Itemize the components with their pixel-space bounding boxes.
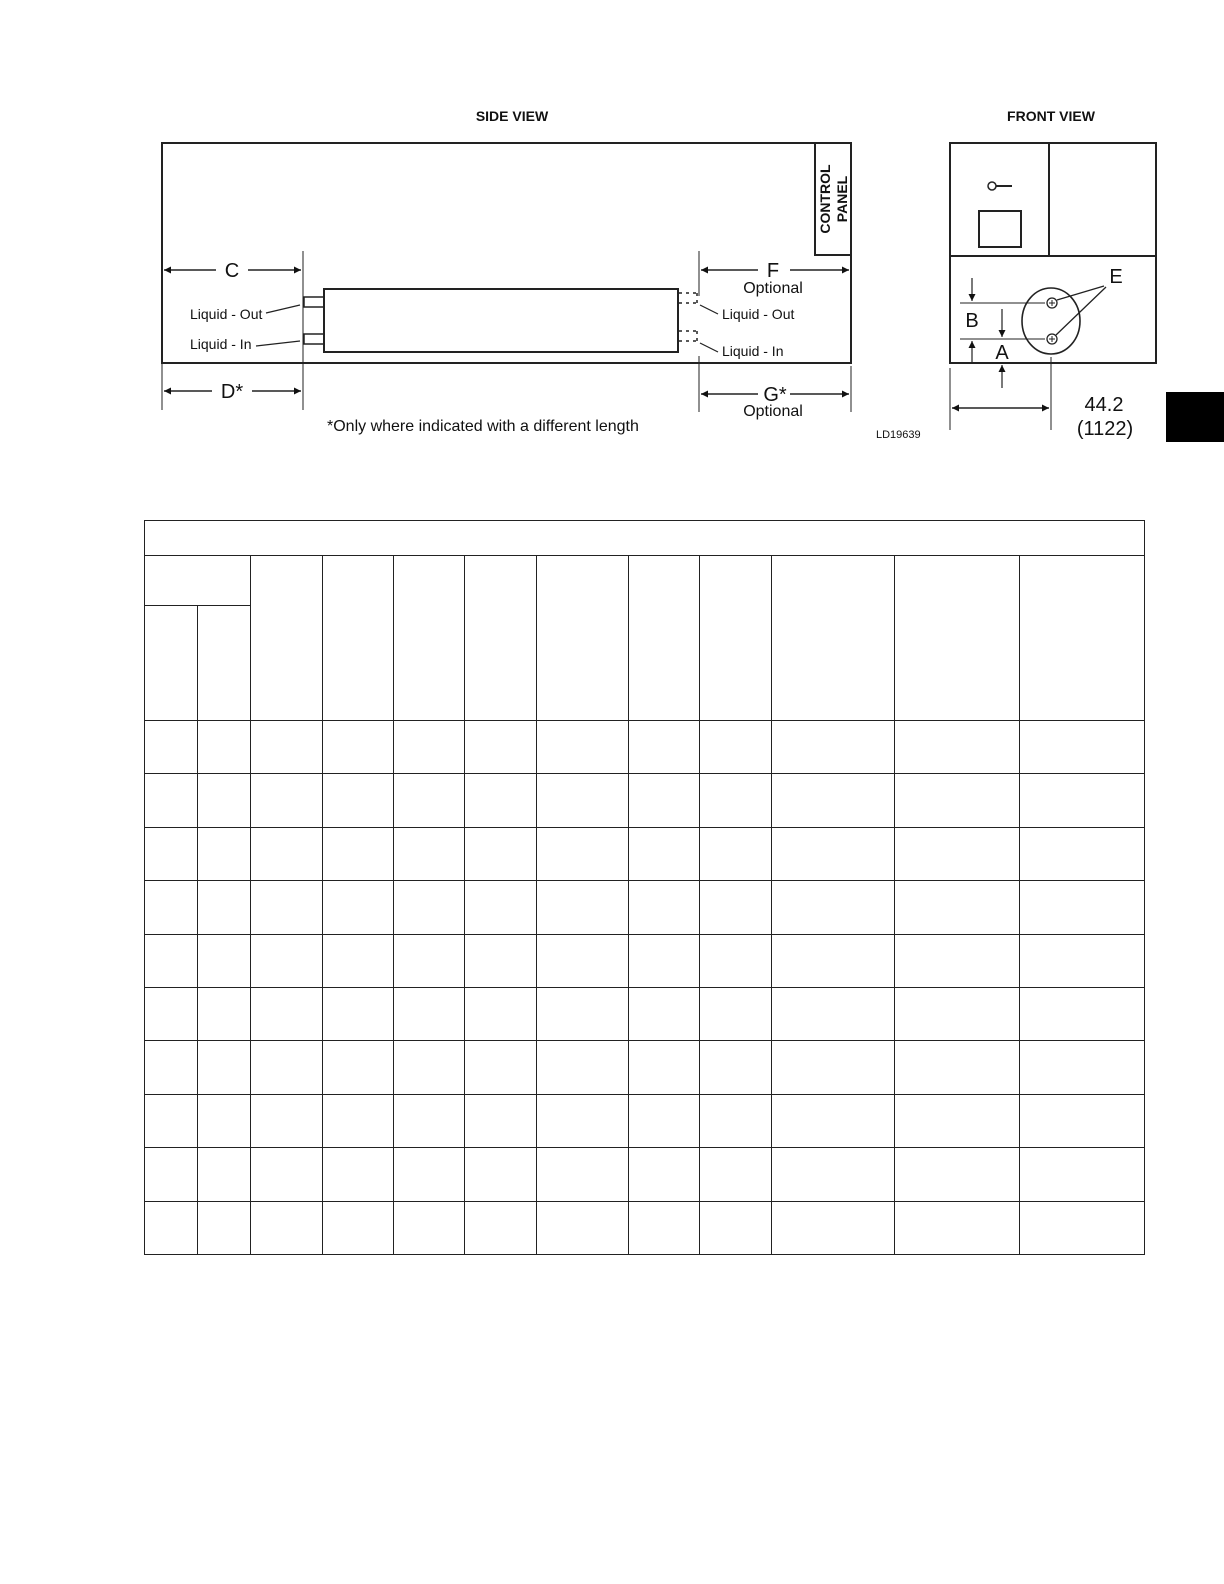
lower-connection-icon <box>1047 334 1057 344</box>
table-cell <box>537 721 629 774</box>
table-cell <box>1020 1148 1145 1201</box>
table-cell <box>772 827 895 880</box>
table-subheader-cell <box>198 606 251 721</box>
table-cell <box>145 1094 198 1147</box>
table-cell <box>629 1094 700 1147</box>
table-cell <box>629 1148 700 1201</box>
table-cell <box>772 881 895 934</box>
table-cell <box>198 1148 251 1201</box>
table-cell <box>772 1148 895 1201</box>
table-header-cell <box>394 556 465 721</box>
table-subheader-cell <box>145 606 198 721</box>
table-cell <box>394 881 465 934</box>
table-header-cell <box>700 556 772 721</box>
table-cell <box>465 827 537 880</box>
left-liquid-out-label: Liquid - Out <box>190 306 263 322</box>
table-cell <box>537 934 629 987</box>
table-cell <box>895 1201 1020 1254</box>
table-cell <box>772 1094 895 1147</box>
table-cell <box>629 1201 700 1254</box>
table-cell <box>895 1094 1020 1147</box>
table-cell <box>323 1094 394 1147</box>
table-cell <box>700 721 772 774</box>
table-cell <box>895 827 1020 880</box>
table-cell <box>465 721 537 774</box>
dim-g-label: G* <box>763 384 787 406</box>
table-cell <box>251 1094 323 1147</box>
upper-connection-icon <box>1047 298 1057 308</box>
table-cell <box>700 1041 772 1094</box>
table-cell <box>145 774 198 827</box>
table-header-cell <box>323 556 394 721</box>
table-cell <box>198 721 251 774</box>
table-cell <box>394 1201 465 1254</box>
table-cell <box>537 1094 629 1147</box>
table-cell <box>251 1201 323 1254</box>
front-view-title: FRONT VIEW <box>1007 108 1095 124</box>
table-cell <box>629 881 700 934</box>
table-cell <box>465 1148 537 1201</box>
table-cell <box>537 827 629 880</box>
table-cell <box>895 987 1020 1040</box>
right-nozzle-out <box>679 293 697 303</box>
table-header-row <box>145 556 1145 606</box>
table-cell <box>145 934 198 987</box>
side-view-title: SIDE VIEW <box>475 108 549 124</box>
table-cell <box>537 1041 629 1094</box>
width-metric: (1122) <box>1076 418 1134 440</box>
table-cell <box>1020 827 1145 880</box>
control-panel-label-1: CONTROL <box>817 164 833 234</box>
table-cell <box>394 1041 465 1094</box>
table-cell <box>465 774 537 827</box>
table-cell <box>537 774 629 827</box>
dim-e-label: E <box>1109 266 1123 288</box>
table-cell <box>895 721 1020 774</box>
width-value: 44.2 <box>1084 394 1124 416</box>
table-row <box>145 827 1145 880</box>
table-cell <box>700 881 772 934</box>
table-row <box>145 774 1145 827</box>
table-cell <box>323 1148 394 1201</box>
table-cell <box>198 827 251 880</box>
table-row <box>145 1201 1145 1254</box>
key-switch-icon <box>988 182 1012 190</box>
table-cell <box>537 1201 629 1254</box>
table-cell <box>895 934 1020 987</box>
table-cell <box>1020 881 1145 934</box>
table-cell <box>198 934 251 987</box>
table-cell <box>629 774 700 827</box>
table-cell <box>895 881 1020 934</box>
table-cell <box>465 934 537 987</box>
table-cell <box>1020 1041 1145 1094</box>
table-cell <box>251 774 323 827</box>
table-cell <box>394 934 465 987</box>
table-cell <box>895 1041 1020 1094</box>
table-cell <box>394 1148 465 1201</box>
front-outline <box>950 143 1156 363</box>
table-cell <box>323 1041 394 1094</box>
table-cell <box>145 1041 198 1094</box>
table-cell <box>700 827 772 880</box>
right-liquid-in-label: Liquid - In <box>722 343 784 359</box>
footnote: *Only where indicated with a different length <box>327 418 639 435</box>
table-cell <box>629 987 700 1040</box>
table-cell <box>323 1201 394 1254</box>
table-cell <box>629 827 700 880</box>
dimension-table <box>144 520 1145 1255</box>
table-cell <box>772 774 895 827</box>
table-cell <box>145 1148 198 1201</box>
table-cell <box>251 1041 323 1094</box>
table-header-cell <box>895 556 1020 721</box>
table-cell <box>145 881 198 934</box>
table-cell <box>772 934 895 987</box>
table-cell <box>145 827 198 880</box>
table-row <box>145 881 1145 934</box>
table-cell <box>700 1201 772 1254</box>
control-panel-label-2: PANEL <box>834 175 850 223</box>
table-cell <box>251 1148 323 1201</box>
table-cell <box>1020 1094 1145 1147</box>
right-nozzle-in <box>679 331 697 341</box>
dim-b-label: B <box>965 310 979 332</box>
table-row <box>145 1041 1145 1094</box>
dim-d-label: D* <box>220 381 244 403</box>
table-cell <box>700 934 772 987</box>
dim-c-label: C <box>224 260 240 282</box>
dim-f-note: Optional <box>743 280 803 297</box>
table-cell <box>700 774 772 827</box>
table-row <box>145 1148 1145 1201</box>
table-cell <box>394 987 465 1040</box>
table-cell <box>251 827 323 880</box>
table-cell <box>1020 987 1145 1040</box>
dimension-drawing <box>0 0 1224 500</box>
table-cell <box>394 827 465 880</box>
table-cell <box>251 987 323 1040</box>
table-cell <box>323 987 394 1040</box>
table-cell <box>198 987 251 1040</box>
table-cell <box>465 987 537 1040</box>
section-tab <box>1166 392 1224 442</box>
table-row <box>145 1094 1145 1147</box>
table-header-cell <box>465 556 537 721</box>
table-cell <box>145 1201 198 1254</box>
left-nozzle-in <box>304 334 324 344</box>
table-cell <box>537 881 629 934</box>
table-cell <box>629 721 700 774</box>
table-cell <box>700 1148 772 1201</box>
table-cell <box>700 1094 772 1147</box>
table-cell <box>323 721 394 774</box>
table-cell <box>145 721 198 774</box>
dim-a-label: A <box>995 342 1009 364</box>
table-cell <box>772 987 895 1040</box>
unit-outline <box>162 143 851 363</box>
table-cell <box>1020 1201 1145 1254</box>
table-cell <box>772 721 895 774</box>
table-cell <box>198 1041 251 1094</box>
table-row <box>145 987 1145 1040</box>
table-cell <box>537 987 629 1040</box>
table-header-cell <box>772 556 895 721</box>
table-cell <box>465 881 537 934</box>
table-cell <box>198 1094 251 1147</box>
table-cell <box>1020 774 1145 827</box>
table-cell <box>772 1201 895 1254</box>
table-cell <box>537 1148 629 1201</box>
table-cell <box>700 987 772 1040</box>
table-cell <box>465 1094 537 1147</box>
table-cell <box>1020 721 1145 774</box>
left-nozzle-out <box>304 297 324 307</box>
table-cell <box>323 774 394 827</box>
table-cell <box>629 934 700 987</box>
table-row <box>145 934 1145 987</box>
drawing-id: LD19639 <box>876 429 921 441</box>
dim-g-note: Optional <box>743 403 803 420</box>
table-cell <box>323 881 394 934</box>
table-cell <box>251 881 323 934</box>
table-cell <box>465 1201 537 1254</box>
table-title <box>145 521 1145 556</box>
table-cell <box>323 934 394 987</box>
right-liquid-out-label: Liquid - Out <box>722 306 795 322</box>
table-cell <box>198 881 251 934</box>
table-header-cell <box>629 556 700 721</box>
heat-exchanger <box>324 289 678 352</box>
table-cell <box>251 934 323 987</box>
table-cell <box>465 1041 537 1094</box>
table-cell <box>1020 934 1145 987</box>
table-cell <box>895 1148 1020 1201</box>
table-cell <box>251 721 323 774</box>
table-header-cell <box>537 556 629 721</box>
table-cell <box>394 774 465 827</box>
table-cell <box>629 1041 700 1094</box>
table-cell <box>323 827 394 880</box>
display-window <box>979 211 1021 247</box>
table-cell <box>394 721 465 774</box>
table-cell <box>198 774 251 827</box>
left-liquid-in-label: Liquid - In <box>190 336 252 352</box>
table-cell <box>145 987 198 1040</box>
table-header-cell <box>251 556 323 721</box>
table-row <box>145 721 1145 774</box>
table-cell <box>772 1041 895 1094</box>
table-cell <box>895 774 1020 827</box>
table-header-cell <box>1020 556 1145 721</box>
table-cell <box>198 1201 251 1254</box>
table-header-group <box>145 556 251 606</box>
dim-f-label: F <box>766 260 780 282</box>
table-cell <box>394 1094 465 1147</box>
table-title-row <box>145 521 1145 556</box>
